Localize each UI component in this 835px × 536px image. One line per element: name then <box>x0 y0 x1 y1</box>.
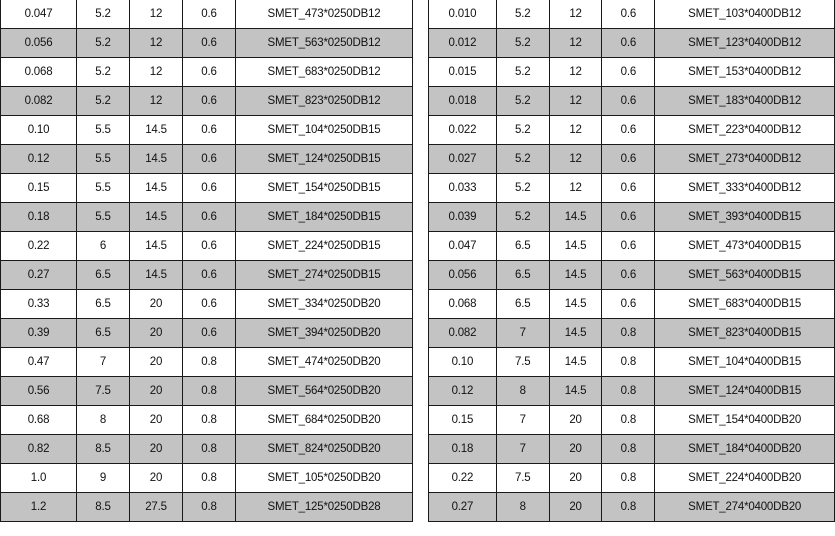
lead-diameter-cell: 0.6 <box>183 232 236 261</box>
dimension-b-cell: 12 <box>549 145 602 174</box>
dimension-b-cell: 12 <box>549 58 602 87</box>
dimension-a-cell: 7 <box>496 435 549 464</box>
capacitance-cell: 0.068 <box>1 58 77 87</box>
dimension-b-cell: 14.5 <box>549 377 602 406</box>
lead-diameter-cell: 0.6 <box>183 29 236 58</box>
capacitance-cell: 0.047 <box>429 232 497 261</box>
table-row <box>429 116 835 145</box>
lead-diameter-cell: 0.6 <box>183 261 236 290</box>
part-number-cell: SMET_473*0400DB15 <box>655 232 835 261</box>
dimension-a-cell: 5.2 <box>77 29 130 58</box>
lead-diameter-cell: 0.6 <box>602 145 655 174</box>
part-number-cell: SMET_684*0250DB20 <box>236 406 413 435</box>
dimension-b-cell: 20 <box>549 464 602 493</box>
part-number-cell: SMET_154*0250DB15 <box>236 174 413 203</box>
part-number-cell: SMET_154*0400DB20 <box>655 406 835 435</box>
lead-diameter-cell: 0.8 <box>602 493 655 522</box>
table-row <box>1 232 413 261</box>
part-number-cell: SMET_123*0400DB12 <box>655 29 835 58</box>
dimension-b-cell: 14.5 <box>130 116 183 145</box>
dimension-b-cell: 12 <box>549 29 602 58</box>
dimension-a-cell: 8.5 <box>77 493 130 522</box>
lead-diameter-cell: 0.6 <box>602 87 655 116</box>
table-row <box>1 116 413 145</box>
lead-diameter-cell: 0.8 <box>602 435 655 464</box>
dimension-b-cell: 20 <box>549 406 602 435</box>
dimension-b-cell: 20 <box>130 377 183 406</box>
table-row <box>429 406 835 435</box>
dimension-b-cell: 12 <box>549 87 602 116</box>
lead-diameter-cell: 0.8 <box>183 406 236 435</box>
left-spec-table-body <box>1 0 413 522</box>
lead-diameter-cell: 0.6 <box>602 203 655 232</box>
capacitance-cell: 0.033 <box>429 174 497 203</box>
lead-diameter-cell: 0.6 <box>602 290 655 319</box>
capacitance-cell: 0.82 <box>1 435 77 464</box>
lead-diameter-cell: 0.6 <box>183 58 236 87</box>
table-row <box>1 406 413 435</box>
dimension-a-cell: 7 <box>77 348 130 377</box>
table-row <box>429 319 835 348</box>
lead-diameter-cell: 0.6 <box>602 261 655 290</box>
table-row <box>1 261 413 290</box>
part-number-cell: SMET_273*0400DB12 <box>655 145 835 174</box>
right-spec-table <box>428 0 835 522</box>
dimension-b-cell: 20 <box>130 290 183 319</box>
dimension-a-cell: 8 <box>77 406 130 435</box>
dimension-a-cell: 8.5 <box>77 435 130 464</box>
part-number-cell: SMET_823*0400DB15 <box>655 319 835 348</box>
capacitance-cell: 0.12 <box>429 377 497 406</box>
dimension-b-cell: 20 <box>130 319 183 348</box>
lead-diameter-cell: 0.6 <box>183 116 236 145</box>
dimension-b-cell: 20 <box>549 435 602 464</box>
capacitance-cell: 1.2 <box>1 493 77 522</box>
lead-diameter-cell: 0.8 <box>183 493 236 522</box>
capacitance-cell: 0.22 <box>429 464 497 493</box>
table-row <box>1 348 413 377</box>
dimension-a-cell: 5.2 <box>496 203 549 232</box>
lead-diameter-cell: 0.8 <box>602 406 655 435</box>
part-number-cell: SMET_334*0250DB20 <box>236 290 413 319</box>
table-row <box>1 0 413 29</box>
lead-diameter-cell: 0.8 <box>183 377 236 406</box>
lead-diameter-cell: 0.6 <box>183 87 236 116</box>
lead-diameter-cell: 0.6 <box>602 58 655 87</box>
table-row <box>429 203 835 232</box>
capacitance-cell: 0.056 <box>1 29 77 58</box>
dimension-a-cell: 5.5 <box>77 116 130 145</box>
table-row <box>429 435 835 464</box>
lead-diameter-cell: 0.8 <box>183 348 236 377</box>
part-number-cell: SMET_683*0250DB12 <box>236 58 413 87</box>
part-number-cell: SMET_824*0250DB20 <box>236 435 413 464</box>
table-row <box>429 174 835 203</box>
dimension-a-cell: 5.5 <box>77 203 130 232</box>
dimension-a-cell: 5.2 <box>496 29 549 58</box>
part-number-cell: SMET_274*0250DB15 <box>236 261 413 290</box>
part-number-cell: SMET_564*0250DB20 <box>236 377 413 406</box>
table-row <box>429 232 835 261</box>
dimension-b-cell: 12 <box>549 174 602 203</box>
part-number-cell: SMET_823*0250DB12 <box>236 87 413 116</box>
table-row <box>1 87 413 116</box>
table-row <box>429 377 835 406</box>
table-row <box>429 290 835 319</box>
right-spec-table-body <box>429 0 835 522</box>
part-number-cell: SMET_393*0400DB15 <box>655 203 835 232</box>
capacitance-cell: 0.12 <box>1 145 77 174</box>
capacitance-cell: 0.10 <box>1 116 77 145</box>
capacitance-cell: 0.47 <box>1 348 77 377</box>
table-row <box>429 87 835 116</box>
lead-diameter-cell: 0.6 <box>602 174 655 203</box>
capacitance-cell: 0.015 <box>429 58 497 87</box>
part-number-cell: SMET_103*0400DB12 <box>655 0 835 29</box>
capacitance-cell: 0.047 <box>1 0 77 29</box>
dimension-a-cell: 6.5 <box>496 290 549 319</box>
table-row <box>1 493 413 522</box>
dimension-a-cell: 5.2 <box>496 0 549 29</box>
dimension-b-cell: 12 <box>130 58 183 87</box>
capacitance-cell: 0.68 <box>1 406 77 435</box>
capacitance-cell: 0.15 <box>429 406 497 435</box>
part-number-cell: SMET_563*0250DB12 <box>236 29 413 58</box>
part-number-cell: SMET_124*0250DB15 <box>236 145 413 174</box>
dimension-b-cell: 14.5 <box>130 261 183 290</box>
dimension-b-cell: 12 <box>549 0 602 29</box>
dimension-a-cell: 7 <box>496 319 549 348</box>
capacitance-cell: 0.082 <box>429 319 497 348</box>
dimension-a-cell: 9 <box>77 464 130 493</box>
table-row <box>1 58 413 87</box>
table-row <box>1 319 413 348</box>
table-row <box>429 493 835 522</box>
capacitance-cell: 0.56 <box>1 377 77 406</box>
lead-diameter-cell: 0.6 <box>602 116 655 145</box>
lead-diameter-cell: 0.6 <box>183 145 236 174</box>
part-number-cell: SMET_224*0400DB20 <box>655 464 835 493</box>
capacitance-cell: 0.039 <box>429 203 497 232</box>
table-row <box>429 0 835 29</box>
dimension-b-cell: 14.5 <box>549 261 602 290</box>
capacitance-cell: 0.22 <box>1 232 77 261</box>
capacitance-cell: 0.018 <box>429 87 497 116</box>
dimension-b-cell: 14.5 <box>130 232 183 261</box>
table-row <box>429 58 835 87</box>
table-row <box>1 464 413 493</box>
dimension-b-cell: 14.5 <box>130 203 183 232</box>
table-row <box>429 464 835 493</box>
capacitance-cell: 0.33 <box>1 290 77 319</box>
part-number-cell: SMET_223*0400DB12 <box>655 116 835 145</box>
capacitance-cell: 0.10 <box>429 348 497 377</box>
dimension-b-cell: 14.5 <box>549 319 602 348</box>
part-number-cell: SMET_274*0400DB20 <box>655 493 835 522</box>
dimension-a-cell: 7.5 <box>496 348 549 377</box>
dimension-a-cell: 5.2 <box>496 87 549 116</box>
dimension-a-cell: 6.5 <box>77 261 130 290</box>
lead-diameter-cell: 0.6 <box>602 232 655 261</box>
dimension-a-cell: 7 <box>496 406 549 435</box>
capacitance-cell: 0.15 <box>1 174 77 203</box>
dimension-a-cell: 7.5 <box>77 377 130 406</box>
capacitance-cell: 0.027 <box>429 145 497 174</box>
capacitance-cell: 0.18 <box>1 203 77 232</box>
dimension-b-cell: 20 <box>130 406 183 435</box>
dimension-b-cell: 20 <box>549 493 602 522</box>
dimension-a-cell: 5.2 <box>496 174 549 203</box>
dimension-a-cell: 5.2 <box>77 58 130 87</box>
dimension-b-cell: 12 <box>130 87 183 116</box>
capacitance-cell: 0.082 <box>1 87 77 116</box>
dimension-b-cell: 14.5 <box>549 232 602 261</box>
lead-diameter-cell: 0.6 <box>602 0 655 29</box>
dimension-a-cell: 6 <box>77 232 130 261</box>
dimension-b-cell: 12 <box>549 116 602 145</box>
dimension-a-cell: 6.5 <box>77 290 130 319</box>
capacitance-cell: 1.0 <box>1 464 77 493</box>
dimension-b-cell: 20 <box>130 464 183 493</box>
capacitance-cell: 0.056 <box>429 261 497 290</box>
dimension-b-cell: 20 <box>130 435 183 464</box>
capacitance-cell: 0.18 <box>429 435 497 464</box>
capacitance-cell: 0.010 <box>429 0 497 29</box>
capacitance-cell: 0.27 <box>1 261 77 290</box>
lead-diameter-cell: 0.8 <box>183 435 236 464</box>
lead-diameter-cell: 0.6 <box>602 29 655 58</box>
table-row <box>1 203 413 232</box>
lead-diameter-cell: 0.8 <box>602 319 655 348</box>
part-number-cell: SMET_124*0400DB15 <box>655 377 835 406</box>
table-row <box>429 145 835 174</box>
dimension-a-cell: 8 <box>496 377 549 406</box>
lead-diameter-cell: 0.8 <box>602 377 655 406</box>
table-row <box>1 435 413 464</box>
part-number-cell: SMET_184*0400DB20 <box>655 435 835 464</box>
dimension-a-cell: 6.5 <box>496 261 549 290</box>
capacitance-cell: 0.068 <box>429 290 497 319</box>
dimension-a-cell: 5.2 <box>496 58 549 87</box>
part-number-cell: SMET_104*0400DB15 <box>655 348 835 377</box>
dimension-a-cell: 5.2 <box>77 87 130 116</box>
lead-diameter-cell: 0.6 <box>183 319 236 348</box>
left-spec-table <box>0 0 413 522</box>
part-number-cell: SMET_184*0250DB15 <box>236 203 413 232</box>
dimension-a-cell: 8 <box>496 493 549 522</box>
dimension-b-cell: 14.5 <box>549 203 602 232</box>
dimension-a-cell: 6.5 <box>496 232 549 261</box>
lead-diameter-cell: 0.6 <box>183 290 236 319</box>
dimension-a-cell: 6.5 <box>77 319 130 348</box>
part-number-cell: SMET_683*0400DB15 <box>655 290 835 319</box>
dimension-b-cell: 12 <box>130 29 183 58</box>
dimension-a-cell: 7.5 <box>496 464 549 493</box>
part-number-cell: SMET_394*0250DB20 <box>236 319 413 348</box>
lead-diameter-cell: 0.8 <box>602 348 655 377</box>
lead-diameter-cell: 0.6 <box>183 174 236 203</box>
table-row <box>1 145 413 174</box>
lead-diameter-cell: 0.6 <box>183 0 236 29</box>
table-row <box>1 174 413 203</box>
dimension-b-cell: 14.5 <box>549 290 602 319</box>
table-row <box>1 377 413 406</box>
lead-diameter-cell: 0.8 <box>602 464 655 493</box>
part-number-cell: SMET_224*0250DB15 <box>236 232 413 261</box>
dimension-b-cell: 12 <box>130 0 183 29</box>
dimension-b-cell: 20 <box>130 348 183 377</box>
capacitance-cell: 0.27 <box>429 493 497 522</box>
dimension-a-cell: 5.5 <box>77 145 130 174</box>
part-number-cell: SMET_104*0250DB15 <box>236 116 413 145</box>
lead-diameter-cell: 0.6 <box>183 203 236 232</box>
table-row <box>1 290 413 319</box>
capacitance-cell: 0.012 <box>429 29 497 58</box>
part-number-cell: SMET_183*0400DB12 <box>655 87 835 116</box>
dimension-a-cell: 5.2 <box>77 0 130 29</box>
part-number-cell: SMET_333*0400DB12 <box>655 174 835 203</box>
dimension-b-cell: 14.5 <box>130 145 183 174</box>
dimension-a-cell: 5.2 <box>496 116 549 145</box>
part-number-cell: SMET_105*0250DB20 <box>236 464 413 493</box>
part-number-cell: SMET_473*0250DB12 <box>236 0 413 29</box>
part-number-cell: SMET_474*0250DB20 <box>236 348 413 377</box>
dimension-b-cell: 14.5 <box>549 348 602 377</box>
part-number-cell: SMET_153*0400DB12 <box>655 58 835 87</box>
dimension-a-cell: 5.2 <box>496 145 549 174</box>
capacitance-cell: 0.022 <box>429 116 497 145</box>
capacitance-cell: 0.39 <box>1 319 77 348</box>
part-number-cell: SMET_125*0250DB28 <box>236 493 413 522</box>
dimension-b-cell: 14.5 <box>130 174 183 203</box>
table-row <box>429 348 835 377</box>
table-row <box>1 29 413 58</box>
table-row <box>429 29 835 58</box>
lead-diameter-cell: 0.8 <box>183 464 236 493</box>
part-number-cell: SMET_563*0400DB15 <box>655 261 835 290</box>
dimension-b-cell: 27.5 <box>130 493 183 522</box>
table-row <box>429 261 835 290</box>
dimension-a-cell: 5.5 <box>77 174 130 203</box>
